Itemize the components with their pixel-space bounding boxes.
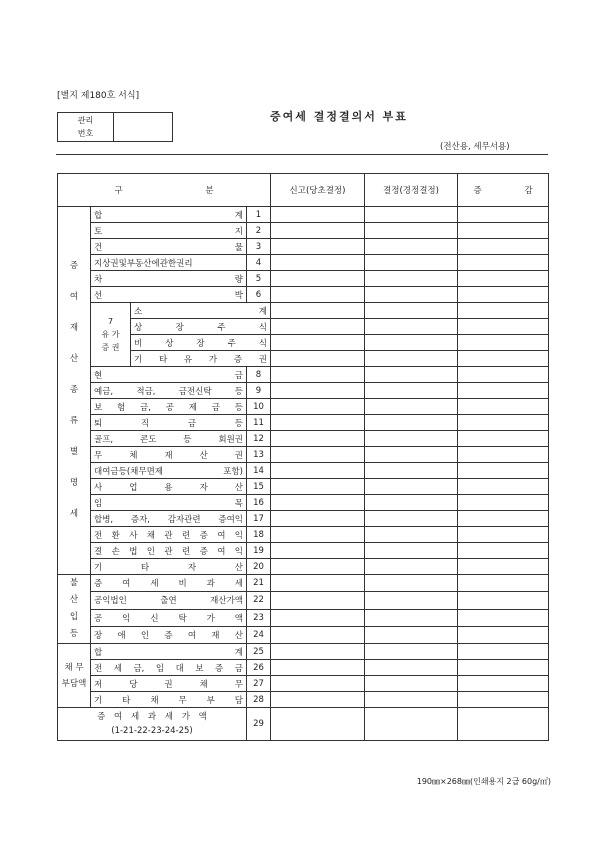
cell-report[interactable] bbox=[271, 207, 365, 223]
section-debt: 채 무 부담액 bbox=[58, 644, 91, 708]
table-header bbox=[58, 174, 549, 207]
row-label: 저 당 권 채 무 bbox=[91, 676, 247, 692]
cell-report[interactable] bbox=[271, 543, 365, 559]
cell-decision[interactable] bbox=[365, 463, 458, 479]
row-label: 보 험 금, 공 제 금 등 bbox=[91, 399, 247, 415]
row-label: 기 타 자 산 bbox=[91, 559, 247, 575]
row-number: 24 bbox=[247, 626, 271, 643]
securities-item: 기 타 유 가 증 권 bbox=[131, 351, 271, 367]
cell-decision[interactable] bbox=[365, 319, 458, 335]
section-nontax: 불 산 입 등 bbox=[58, 575, 91, 644]
row-label: 건 물 bbox=[91, 239, 247, 255]
cell-report[interactable] bbox=[271, 223, 365, 239]
table-row bbox=[58, 575, 549, 592]
cell-change[interactable] bbox=[458, 239, 549, 255]
form-title: 증여세 결정결의서 부표 bbox=[270, 110, 408, 123]
cell-change[interactable] bbox=[458, 575, 549, 592]
cell-decision[interactable] bbox=[365, 431, 458, 447]
cell-decision[interactable] bbox=[365, 351, 458, 367]
row-label: 토 지 bbox=[91, 223, 247, 239]
cell-decision[interactable] bbox=[365, 692, 458, 708]
cell-decision[interactable] bbox=[365, 415, 458, 431]
table-row bbox=[58, 271, 549, 287]
total-label: 증 여 세 과 세 가 액 (1-21-22-23-24-25) bbox=[58, 708, 247, 741]
header-decision: 결정(경정결정) bbox=[365, 174, 458, 207]
cell-change[interactable] bbox=[458, 367, 549, 383]
row-number: 5 bbox=[247, 271, 271, 287]
table-row bbox=[58, 431, 549, 447]
cell-report[interactable] bbox=[271, 660, 365, 676]
cell-change[interactable] bbox=[458, 335, 549, 351]
cell-decision[interactable] bbox=[365, 255, 458, 271]
cell-report[interactable] bbox=[271, 559, 365, 575]
cell-report[interactable] bbox=[271, 511, 365, 527]
cell-change[interactable] bbox=[458, 692, 549, 708]
row-label: 예금, 적금, 금전신탁 등 bbox=[91, 383, 247, 399]
cell-change[interactable] bbox=[458, 351, 549, 367]
table-row bbox=[58, 644, 549, 660]
table-row bbox=[58, 367, 549, 383]
header-report: 신고(당초결정) bbox=[271, 174, 365, 207]
cell-change[interactable] bbox=[458, 676, 549, 692]
table-row bbox=[58, 447, 549, 463]
paper-spec: 190㎜×268㎜(인쇄용지 2급 60g/㎡) bbox=[416, 777, 551, 786]
table-row bbox=[58, 660, 549, 676]
row-label: 임 목 bbox=[91, 495, 247, 511]
cell-decision[interactable] bbox=[365, 287, 458, 303]
table-row bbox=[58, 495, 549, 511]
row-number: 17 bbox=[247, 511, 271, 527]
row-label: 증 여 세 비 과 세 bbox=[91, 575, 247, 592]
cell-change[interactable] bbox=[458, 383, 549, 399]
securities-item: 상 장 주 식 bbox=[131, 319, 271, 335]
cell-report[interactable] bbox=[271, 626, 365, 643]
cell-decision[interactable] bbox=[365, 559, 458, 575]
table-row bbox=[58, 626, 549, 643]
cell-change[interactable] bbox=[458, 559, 549, 575]
table-row bbox=[58, 335, 549, 351]
table-row bbox=[58, 543, 549, 559]
cell-change[interactable] bbox=[458, 399, 549, 415]
row-number: 15 bbox=[247, 479, 271, 495]
row-number: 27 bbox=[247, 676, 271, 692]
cell-report[interactable] bbox=[271, 239, 365, 255]
cell-change[interactable] bbox=[458, 511, 549, 527]
row-label: 전 환 사 채 관 련 증 여 익 bbox=[91, 527, 247, 543]
row-number: 25 bbox=[247, 644, 271, 660]
row-label: 무 체 재 산 권 bbox=[91, 447, 247, 463]
row-number: 11 bbox=[247, 415, 271, 431]
row-label: 퇴 직 금 등 bbox=[91, 415, 247, 431]
header-divider bbox=[56, 154, 548, 155]
row-number: 2 bbox=[247, 223, 271, 239]
row-number: 29 bbox=[247, 708, 271, 741]
row-label: 지상권및부동산에관한권리 bbox=[91, 255, 247, 271]
cell-change[interactable] bbox=[458, 207, 549, 223]
cell-decision[interactable] bbox=[365, 644, 458, 660]
cell-report[interactable] bbox=[271, 351, 365, 367]
cell-report[interactable] bbox=[271, 708, 365, 741]
cell-decision[interactable] bbox=[365, 511, 458, 527]
cell-decision[interactable] bbox=[365, 399, 458, 415]
table-row bbox=[58, 415, 549, 431]
cell-change[interactable] bbox=[458, 463, 549, 479]
cell-decision[interactable] bbox=[365, 626, 458, 643]
table-row bbox=[58, 592, 549, 609]
cell-change[interactable] bbox=[458, 609, 549, 626]
cell-change[interactable] bbox=[458, 660, 549, 676]
total-row bbox=[58, 708, 549, 741]
cell-decision[interactable] bbox=[365, 527, 458, 543]
cell-decision[interactable] bbox=[365, 609, 458, 626]
row-label: 대여금등(채무면제 포함) bbox=[91, 463, 247, 479]
management-number-label: 관리 번호 bbox=[58, 113, 114, 142]
cell-report[interactable] bbox=[271, 495, 365, 511]
cell-decision[interactable] bbox=[365, 592, 458, 609]
row-label: 공 익 신 탁 가 액 bbox=[91, 609, 247, 626]
row-number: 16 bbox=[247, 495, 271, 511]
row-number: 28 bbox=[247, 692, 271, 708]
cell-change[interactable] bbox=[458, 592, 549, 609]
cell-change[interactable] bbox=[458, 708, 549, 741]
cell-change[interactable] bbox=[458, 303, 549, 319]
row-label: 현 금 bbox=[91, 367, 247, 383]
cell-report[interactable] bbox=[271, 399, 365, 415]
cell-change[interactable] bbox=[458, 479, 549, 495]
cell-report[interactable] bbox=[271, 335, 365, 351]
management-number-box bbox=[57, 112, 173, 142]
cell-report[interactable] bbox=[271, 676, 365, 692]
securities-item: 비 상 장 주 식 bbox=[131, 335, 271, 351]
cell-report[interactable] bbox=[271, 415, 365, 431]
cell-change[interactable] bbox=[458, 543, 549, 559]
cell-decision[interactable] bbox=[365, 543, 458, 559]
row-label: 공익법인 출연 재산가액 bbox=[91, 592, 247, 609]
cell-decision[interactable] bbox=[365, 207, 458, 223]
cell-report[interactable] bbox=[271, 479, 365, 495]
header-change: 증 감 bbox=[458, 174, 549, 207]
row-number: 26 bbox=[247, 660, 271, 676]
securities-label: 7 유 가 증 권 bbox=[91, 303, 131, 367]
cell-decision[interactable] bbox=[365, 239, 458, 255]
cell-change[interactable] bbox=[458, 271, 549, 287]
table-row bbox=[58, 399, 549, 415]
row-number: 6 bbox=[247, 287, 271, 303]
cell-decision[interactable] bbox=[365, 676, 458, 692]
cell-report[interactable] bbox=[271, 271, 365, 287]
securities-item: 소 계 bbox=[131, 303, 271, 319]
row-label: 합병, 증자, 감자관련 증여익 bbox=[91, 511, 247, 527]
table-row bbox=[58, 463, 549, 479]
table-row bbox=[58, 239, 549, 255]
row-number: 22 bbox=[247, 592, 271, 609]
copy-note: (전산용, 세무서용) bbox=[440, 142, 510, 152]
table-row bbox=[58, 351, 549, 367]
row-number: 3 bbox=[247, 239, 271, 255]
cell-decision[interactable] bbox=[365, 447, 458, 463]
row-label: 결 손 법 인 관 련 증 여 익 bbox=[91, 543, 247, 559]
cell-report[interactable] bbox=[271, 383, 365, 399]
cell-report[interactable] bbox=[271, 319, 365, 335]
row-number: 9 bbox=[247, 383, 271, 399]
table-row bbox=[58, 527, 549, 543]
table-row bbox=[58, 559, 549, 575]
row-label: 골프, 콘도 등 회원권 bbox=[91, 431, 247, 447]
cell-report[interactable] bbox=[271, 287, 365, 303]
row-number: 12 bbox=[247, 431, 271, 447]
header-category: 구 분 bbox=[58, 174, 271, 207]
row-label: 사 업 용 자 산 bbox=[91, 479, 247, 495]
cell-report[interactable] bbox=[271, 592, 365, 609]
form-number: [별지 제180호 서식] bbox=[57, 91, 140, 101]
row-number: 14 bbox=[247, 463, 271, 479]
row-number: 8 bbox=[247, 367, 271, 383]
table-row bbox=[58, 676, 549, 692]
cell-decision[interactable] bbox=[365, 575, 458, 592]
cell-change[interactable] bbox=[458, 319, 549, 335]
cell-decision[interactable] bbox=[365, 223, 458, 239]
table-row bbox=[58, 609, 549, 626]
cell-change[interactable] bbox=[458, 644, 549, 660]
table-row bbox=[58, 383, 549, 399]
cell-decision[interactable] bbox=[365, 335, 458, 351]
cell-change[interactable] bbox=[458, 626, 549, 643]
cell-change[interactable] bbox=[458, 431, 549, 447]
cell-change[interactable] bbox=[458, 255, 549, 271]
cell-report[interactable] bbox=[271, 527, 365, 543]
cell-report[interactable] bbox=[271, 447, 365, 463]
table-row bbox=[58, 255, 549, 271]
table-row bbox=[58, 692, 549, 708]
table-row bbox=[58, 287, 549, 303]
cell-decision[interactable] bbox=[365, 479, 458, 495]
row-label: 합 계 bbox=[91, 207, 247, 223]
cell-report[interactable] bbox=[271, 431, 365, 447]
row-label: 장 애 인 증 여 재 산 bbox=[91, 626, 247, 643]
cell-report[interactable] bbox=[271, 644, 365, 660]
cell-report[interactable] bbox=[271, 609, 365, 626]
row-label: 기 타 채 무 부 담 bbox=[91, 692, 247, 708]
row-number: 10 bbox=[247, 399, 271, 415]
section-gift: 증 여 재 산 종 류 별 명 세 bbox=[58, 207, 91, 575]
table-row bbox=[58, 479, 549, 495]
cell-decision[interactable] bbox=[365, 271, 458, 287]
row-number: 20 bbox=[247, 559, 271, 575]
cell-change[interactable] bbox=[458, 223, 549, 239]
row-label: 전 세 금, 임 대 보 증 금 bbox=[91, 660, 247, 676]
cell-decision[interactable] bbox=[365, 303, 458, 319]
cell-change[interactable] bbox=[458, 415, 549, 431]
cell-change[interactable] bbox=[458, 287, 549, 303]
cell-decision[interactable] bbox=[365, 495, 458, 511]
row-number: 4 bbox=[247, 255, 271, 271]
table-row bbox=[58, 207, 549, 223]
cell-report[interactable] bbox=[271, 692, 365, 708]
row-label: 선 박 bbox=[91, 287, 247, 303]
table-row bbox=[58, 303, 549, 319]
table-row bbox=[58, 511, 549, 527]
cell-report[interactable] bbox=[271, 255, 365, 271]
cell-report[interactable] bbox=[271, 575, 365, 592]
cell-change[interactable] bbox=[458, 495, 549, 511]
row-number: 18 bbox=[247, 527, 271, 543]
cell-report[interactable] bbox=[271, 303, 365, 319]
row-label: 차 량 bbox=[91, 271, 247, 287]
row-number: 19 bbox=[247, 543, 271, 559]
cell-report[interactable] bbox=[271, 463, 365, 479]
gift-tax-table bbox=[57, 173, 549, 741]
table-row bbox=[58, 319, 549, 335]
cell-change[interactable] bbox=[458, 447, 549, 463]
row-number: 1 bbox=[247, 207, 271, 223]
cell-decision[interactable] bbox=[365, 383, 458, 399]
cell-report[interactable] bbox=[271, 367, 365, 383]
table-row bbox=[58, 223, 549, 239]
cell-decision[interactable] bbox=[365, 367, 458, 383]
row-label: 합 계 bbox=[91, 644, 247, 660]
cell-decision[interactable] bbox=[365, 708, 458, 741]
cell-change[interactable] bbox=[458, 527, 549, 543]
row-number: 21 bbox=[247, 575, 271, 592]
row-number: 13 bbox=[247, 447, 271, 463]
row-number: 23 bbox=[247, 609, 271, 626]
cell-decision[interactable] bbox=[365, 660, 458, 676]
